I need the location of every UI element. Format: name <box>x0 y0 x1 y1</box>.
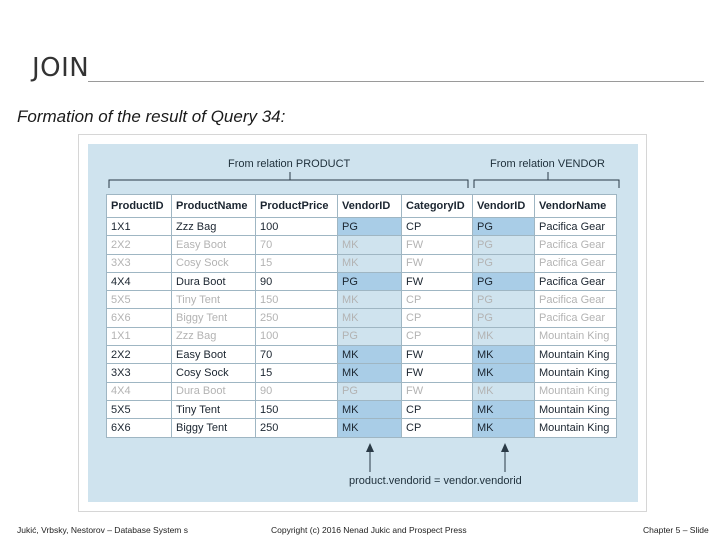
join-result-table <box>106 194 617 438</box>
table-cell-vendorid: PG <box>473 291 535 309</box>
footer-copyright: Copyright (c) 2016 Nenad Jukic and Prospect Press <box>271 525 467 535</box>
table-cell-vendorname: Pacifica Gear <box>535 309 617 327</box>
table-cell-productname: Zzz Bag <box>172 218 256 236</box>
table-cell-productprice: 150 <box>256 400 338 418</box>
table-cell-productname: Tiny Tent <box>172 291 256 309</box>
table-cell-productprice: 15 <box>256 364 338 382</box>
table-cell-productname: Biggy Tent <box>172 419 256 437</box>
column-header-vendorname: VendorName <box>535 195 617 218</box>
table-cell-vendorname: Mountain King <box>535 419 617 437</box>
table-cell-productid: 3X3 <box>107 254 172 272</box>
footer-authors: Jukić, Vrbsky, Nestorov – Database System s <box>17 525 189 535</box>
table-body <box>107 218 617 438</box>
table-row <box>107 291 617 309</box>
column-header-productprice: ProductPrice <box>256 195 338 218</box>
table-cell-vendorid: MK <box>473 419 535 437</box>
table-cell-productid: 2X2 <box>107 236 172 254</box>
column-header-vendorid: VendorID <box>473 195 535 218</box>
table-cell-vendorid: MK <box>473 400 535 418</box>
table-row <box>107 272 617 290</box>
table-cell-vendorname: Mountain King <box>535 346 617 364</box>
vendor-relation-label: From relation VENDOR <box>490 158 605 170</box>
table-cell-vendorid: MK <box>473 346 535 364</box>
column-header-productid: ProductID <box>107 195 172 218</box>
table-cell-productname: Cosy Sock <box>172 254 256 272</box>
slide-subtitle: Formation of the result of Query 34: <box>17 107 286 126</box>
table-cell-categoryid: CP <box>402 327 473 345</box>
table-cell-vendorid: MK <box>473 382 535 400</box>
table-cell-productprice: 90 <box>256 272 338 290</box>
table-cell-vendorid: PG <box>473 218 535 236</box>
table-cell-productid: 4X4 <box>107 382 172 400</box>
table-cell-productname: Biggy Tent <box>172 309 256 327</box>
table-cell-vendorname: Pacifica Gear <box>535 254 617 272</box>
table-cell-vendorid: PG <box>338 327 402 345</box>
table-cell-categoryid: CP <box>402 291 473 309</box>
table-row <box>107 254 617 272</box>
table-cell-productname: Tiny Tent <box>172 400 256 418</box>
table-cell-vendorid: MK <box>338 236 402 254</box>
table-cell-vendorname: Pacifica Gear <box>535 272 617 290</box>
footer-chapter: Chapter 5 – Slide <box>643 525 709 535</box>
table-cell-vendorname: Mountain King <box>535 364 617 382</box>
table-cell-vendorid: MK <box>338 364 402 382</box>
table-row <box>107 327 617 345</box>
table-row <box>107 400 617 418</box>
table-cell-productid: 6X6 <box>107 309 172 327</box>
table-row <box>107 346 617 364</box>
table-cell-vendorid: PG <box>473 236 535 254</box>
table-cell-vendorname: Mountain King <box>535 327 617 345</box>
table-cell-productid: 1X1 <box>107 218 172 236</box>
table-cell-vendorid: PG <box>473 272 535 290</box>
product-relation-label: From relation PRODUCT <box>228 158 351 170</box>
table-cell-vendorid: PG <box>338 272 402 290</box>
table-cell-productid: 4X4 <box>107 272 172 290</box>
table-cell-categoryid: CP <box>402 419 473 437</box>
table-cell-productname: Dura Boot <box>172 382 256 400</box>
table-cell-vendorid: MK <box>473 364 535 382</box>
table-cell-productid: 5X5 <box>107 400 172 418</box>
table-cell-productprice: 250 <box>256 309 338 327</box>
column-header-categoryid: CategoryID <box>402 195 473 218</box>
table-cell-productname: Cosy Sock <box>172 364 256 382</box>
table-row <box>107 419 617 437</box>
table-row <box>107 309 617 327</box>
table-cell-categoryid: CP <box>402 309 473 327</box>
table-cell-categoryid: FW <box>402 346 473 364</box>
table-cell-productname: Easy Boot <box>172 346 256 364</box>
table-cell-vendorid: MK <box>338 419 402 437</box>
table-cell-productname: Dura Boot <box>172 272 256 290</box>
table-cell-vendorid: PG <box>338 382 402 400</box>
join-condition-caption: product.vendorid = vendor.vendorid <box>349 475 522 487</box>
column-header-vendorid: VendorID <box>338 195 402 218</box>
table-cell-productname: Easy Boot <box>172 236 256 254</box>
table-cell-categoryid: FW <box>402 382 473 400</box>
table-cell-productid: 6X6 <box>107 419 172 437</box>
table-row <box>107 218 617 236</box>
table-cell-productprice: 250 <box>256 419 338 437</box>
table-cell-productid: 5X5 <box>107 291 172 309</box>
table-cell-vendorname: Mountain King <box>535 400 617 418</box>
table-cell-vendorid: MK <box>473 327 535 345</box>
table-cell-categoryid: FW <box>402 364 473 382</box>
table-row <box>107 364 617 382</box>
table-cell-productprice: 150 <box>256 291 338 309</box>
table-cell-categoryid: FW <box>402 236 473 254</box>
table-cell-productid: 3X3 <box>107 364 172 382</box>
table-cell-categoryid: FW <box>402 272 473 290</box>
table-cell-vendorname: Pacifica Gear <box>535 236 617 254</box>
table-cell-productprice: 90 <box>256 382 338 400</box>
slide-title: JOIN <box>32 53 90 83</box>
table-cell-vendorid: PG <box>473 254 535 272</box>
table-cell-vendorname: Mountain King <box>535 382 617 400</box>
table-cell-productprice: 100 <box>256 327 338 345</box>
table-header-row <box>107 195 617 218</box>
table-cell-productprice: 70 <box>256 346 338 364</box>
table-cell-vendorid: PG <box>338 218 402 236</box>
table-cell-productid: 1X1 <box>107 327 172 345</box>
table-cell-vendorid: PG <box>473 309 535 327</box>
table-cell-categoryid: CP <box>402 400 473 418</box>
table-row <box>107 382 617 400</box>
table-cell-productprice: 70 <box>256 236 338 254</box>
table-row <box>107 236 617 254</box>
table-cell-vendorid: MK <box>338 309 402 327</box>
table-cell-vendorid: MK <box>338 346 402 364</box>
column-header-productname: ProductName <box>172 195 256 218</box>
table-cell-categoryid: CP <box>402 218 473 236</box>
table-cell-vendorname: Pacifica Gear <box>535 291 617 309</box>
table-cell-categoryid: FW <box>402 254 473 272</box>
table-cell-vendorid: MK <box>338 254 402 272</box>
table-cell-productprice: 15 <box>256 254 338 272</box>
table-cell-productname: Zzz Bag <box>172 327 256 345</box>
table-cell-productid: 2X2 <box>107 346 172 364</box>
table-cell-vendorname: Pacifica Gear <box>535 218 617 236</box>
table-cell-productprice: 100 <box>256 218 338 236</box>
title-underline <box>88 81 704 82</box>
table-cell-vendorid: MK <box>338 291 402 309</box>
table-cell-vendorid: MK <box>338 400 402 418</box>
